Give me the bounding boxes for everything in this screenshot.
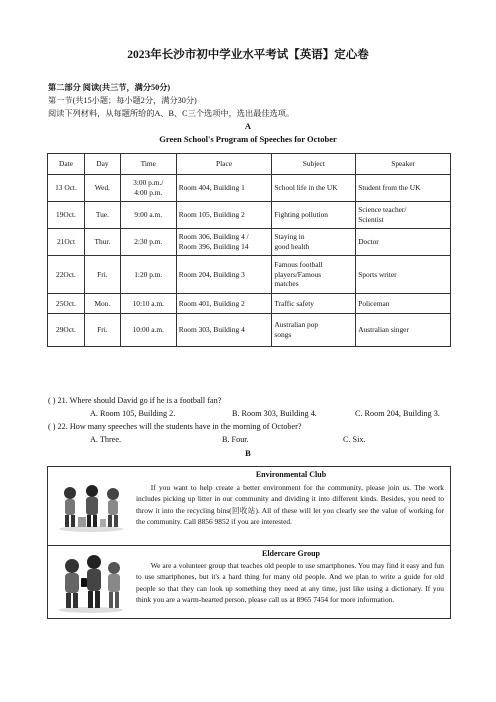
cell-day: Fri. (84, 314, 120, 347)
clubs-table (47, 466, 451, 619)
cell-subject: Traffic safety (272, 294, 356, 314)
cell-date: 13 Oct. (48, 175, 85, 202)
header-time: Time (120, 154, 176, 175)
header-day: Day (84, 154, 120, 175)
cell-subject: Famous football players/Famous matches (272, 256, 356, 294)
table-row (48, 202, 451, 229)
cell-speaker: Doctor (356, 229, 451, 256)
club-text-eldercare: We are a volunteer group that teaches old people to use smartphones. You may find it easy and fun to use smartphones, but it's a hard thing for many old people. And we plan to write a guide for old people so that they can look up something they need at any time, just like using a dictionary. If you think you are a warm-hearted person, please call us at 8965 7454 for more information. (136, 561, 444, 604)
table-header-row (48, 154, 451, 175)
table-row (48, 294, 451, 314)
table-row (48, 175, 451, 202)
sub-heading: 第一节(共15小题；每小题2分，满分30分) (48, 96, 197, 105)
cell-day: Fri. (84, 256, 120, 294)
cell-day: Wed. (84, 175, 120, 202)
cell-speaker: Sports writer (356, 256, 451, 294)
q21-option-c: C. Room 204, Building 3. (355, 409, 440, 418)
cell-place: Room 303, Building 4 (176, 314, 272, 347)
cell-place: Room 401, Building 2 (176, 294, 272, 314)
table-row (48, 314, 451, 347)
question-21: ( ) 21. Where should David go if he is a football fan? (48, 396, 222, 405)
eldercare-illustration (56, 552, 126, 614)
club-row-eldercare (48, 545, 450, 620)
table-row (48, 256, 451, 294)
cell-place: Room 404, Building 1 (176, 175, 272, 202)
q21-option-a: A. Room 105, Building 2. (90, 409, 176, 418)
table-row (48, 229, 451, 256)
cell-time: 10:10 a.m. (120, 294, 176, 314)
cell-date: 19Oct. (48, 202, 85, 229)
cell-place: Room 105, Building 2 (176, 202, 272, 229)
cell-place: Room 204, Building 3 (176, 256, 272, 294)
cell-date: 29Oct. (48, 314, 85, 347)
cell-time: 3:00 p.m./ 4:00 p.m. (120, 175, 176, 202)
cell-time: 10:00 a.m. (120, 314, 176, 347)
cell-date: 22Oct. (48, 256, 85, 294)
q22-option-a: A. Three. (90, 435, 121, 444)
header-place: Place (176, 154, 272, 175)
header-speaker: Speaker (356, 154, 451, 175)
cell-time: 1:20 p.m. (120, 256, 176, 294)
question-22: ( ) 22. How many speeches will the students have in the morning of October? (48, 422, 302, 431)
litter-picking-illustration (56, 481, 126, 533)
club-name-environmental: Environmental Club (255, 470, 327, 479)
cell-date: 25Oct. (48, 294, 85, 314)
cell-day: Mon. (84, 294, 120, 314)
cell-speaker: Policeman (356, 294, 451, 314)
cell-place: Room 306, Building 4 / Room 396, Building 14 (176, 229, 272, 256)
cell-day: Tue. (84, 202, 120, 229)
header-date: Date (48, 154, 85, 175)
club-name-eldercare: Eldercare Group (262, 549, 320, 558)
part-a-letter: A (244, 121, 252, 131)
header-subject: Subject (272, 154, 356, 175)
speech-schedule-table (47, 153, 451, 347)
page-title: 2023年长沙市初中学业水平考试【英语】定心卷 (127, 49, 369, 61)
q21-option-b: B. Room 303, Building 4. (232, 409, 317, 418)
cell-day: Thur. (84, 229, 120, 256)
instructions: 阅读下列材料，从每题所给的A、B、C三个选项中，选出最佳选项。 (48, 109, 295, 118)
cell-speaker: Australian singer (356, 314, 451, 347)
cell-date: 21Oct (48, 229, 85, 256)
cell-speaker: Science teacher/ Scientist (356, 202, 451, 229)
club-row-environmental (48, 467, 450, 545)
cell-time: 9:00 a.m. (120, 202, 176, 229)
q22-option-c: C. Six. (343, 435, 366, 444)
cell-speaker: Student from the UK (356, 175, 451, 202)
part-b-letter: B (245, 448, 251, 458)
section-heading: 第二部分 阅读(共三节，满分50分) (48, 83, 171, 92)
cell-subject: School life in the UK (272, 175, 356, 202)
club-text-environmental: If you want to help create a better environment for the community, please join us. The work includes picking up litter in our community and dividing it into different kinds. Besides, you need to throw it into the recycling bins(回收站). All of these will let you clearly see the value of working for the community. Call 8856 9852 if you are interested. (136, 483, 444, 526)
cell-subject: Staying in good health (272, 229, 356, 256)
cell-subject: Fighting pollution (272, 202, 356, 229)
cell-time: 2:30 p.m. (120, 229, 176, 256)
cell-subject: Australian pop songs (272, 314, 356, 347)
table-title: Green School's Program of Speeches for October (159, 134, 337, 144)
q22-option-b: B. Four. (222, 435, 249, 444)
